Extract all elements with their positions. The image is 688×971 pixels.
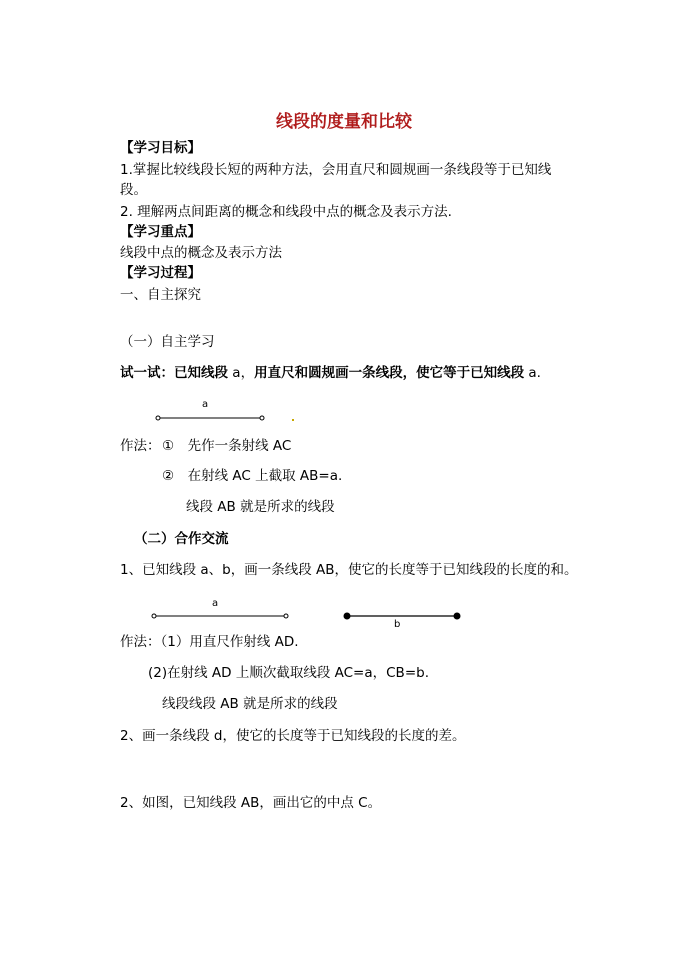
segment-a-figure — [154, 413, 266, 423]
segment2-a-figure — [150, 611, 290, 621]
question-3: 2、如图，已知线段 AB，画出它的中点 C。 — [120, 795, 382, 811]
segment-b-label: b — [394, 619, 401, 630]
sub1-heading: （一）自主学习 — [120, 334, 215, 350]
goal-2: 2. 理解两点间距离的概念和线段中点的概念及表示方法. — [120, 204, 452, 220]
try-line — [120, 364, 541, 382]
try-text-1: 已知线段 — [174, 365, 228, 381]
segment2-a-label: a — [212, 598, 219, 609]
try-label: 试一试： — [120, 365, 174, 381]
segment-a-label: a — [202, 399, 209, 410]
document-title: 线段的度量和比较 — [276, 112, 412, 132]
sub2-heading: （二）合作交流 — [134, 531, 229, 547]
key-heading: 【学习重点】 — [120, 224, 201, 240]
method2-step1: 作法：（1）用直尺作射线 AD. — [120, 634, 299, 650]
method2-step3: 线段线段 AB 就是所求的线段 — [162, 696, 338, 712]
key-text: 线段中点的概念及表示方法 — [120, 245, 282, 261]
method2-step2: (2)在射线 AD 上顺次截取线段 AC=a，CB=b. — [148, 665, 429, 681]
process-heading: 【学习过程】 — [120, 265, 201, 281]
try-text-2: 用直尺和圆规画一条线段，使它等于已知线段 — [254, 365, 525, 381]
try-a2: a. — [524, 365, 541, 381]
goal-1-line1: 1.掌握比较线段长短的两种方法，会用直尺和圆规画一条线段等于已知线 — [120, 162, 552, 178]
question-2: 2、画一条线段 d，使它的长度等于已知线段的长度的差。 — [120, 728, 466, 744]
method-label: 作法： — [120, 438, 161, 454]
method-step3: 线段 AB 就是所求的线段 — [186, 499, 335, 515]
stray-mark — [292, 419, 294, 421]
goal-1-line2: 段。 — [120, 182, 147, 198]
part1-heading: 一、自主探究 — [120, 287, 201, 303]
method-step1: ① 先作一条射线 AC — [162, 438, 292, 454]
segment-b-figure — [342, 610, 462, 622]
method-step2: ② 在射线 AC 上截取 AB=a. — [162, 468, 343, 484]
try-a: a， — [228, 365, 255, 381]
goal-heading: 【学习目标】 — [120, 140, 201, 156]
question-1: 1、已知线段 a、b，画一条线段 AB，使它的长度等于已知线段的长度的和。 — [120, 562, 578, 578]
